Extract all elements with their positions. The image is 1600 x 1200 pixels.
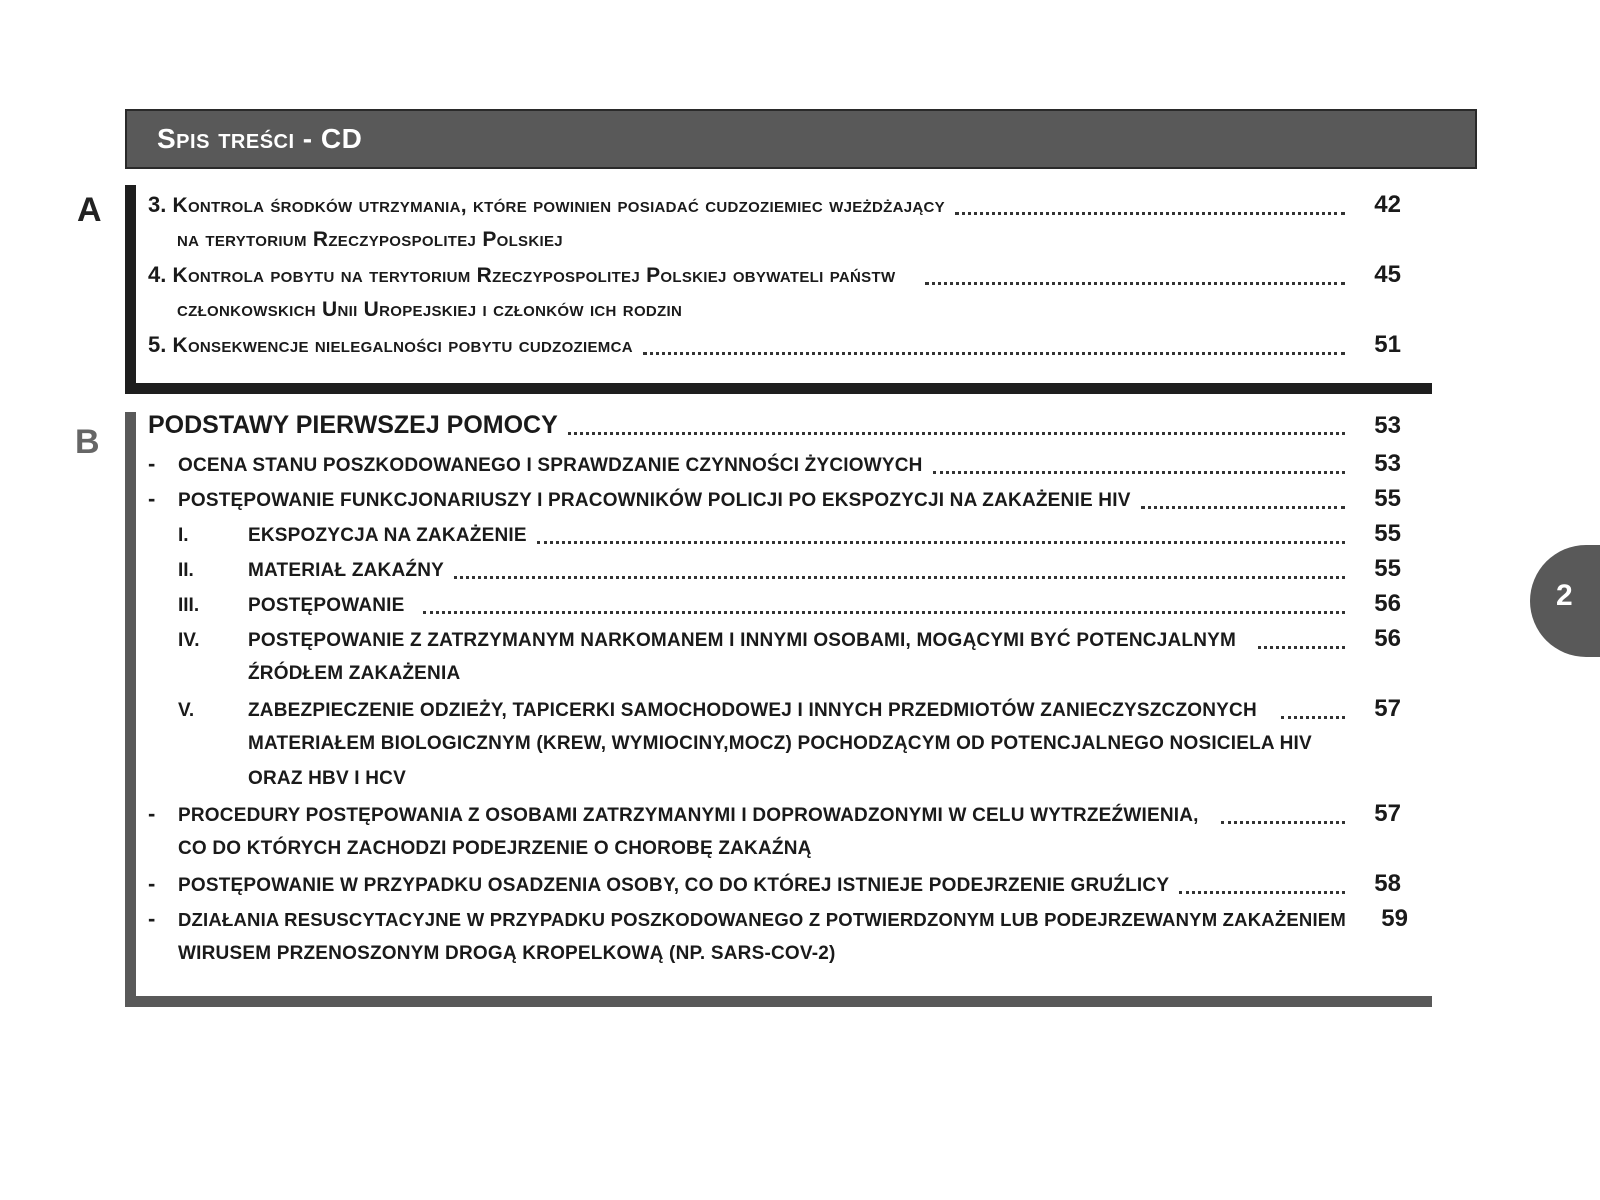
entry-page: 51 xyxy=(1374,331,1401,358)
entry-continuation: MATERIAŁEM BIOLOGICZNYM (KREW, WYMIOCINY,MOCZ) POCHODZĄCYM OD POTENCJALNEGO NOSICIELA HIV xyxy=(248,733,1312,754)
entry-continuation: CO DO KTÓRYCH ZACHODZI PODEJRZENIE O CHOROBĘ ZAKAŹNĄ xyxy=(178,838,812,859)
dot-leader xyxy=(933,471,1345,474)
entry-title: Kontrola pobytu na terytorium Rzeczypospolitej Polskiej obywateli państw xyxy=(172,264,896,287)
toc-entry[interactable] xyxy=(148,482,1432,516)
entry-bullet: - xyxy=(148,451,156,476)
entry-bullet: - xyxy=(148,906,156,931)
section-a xyxy=(125,185,1432,394)
dot-leader xyxy=(537,541,1345,544)
entry-page: 55 xyxy=(1374,555,1401,582)
dot-leader xyxy=(1258,646,1345,649)
dot-leader xyxy=(568,432,1345,435)
section-a-letter: A xyxy=(77,191,102,229)
dot-leader xyxy=(1179,891,1345,894)
entry-roman: II. xyxy=(178,560,194,581)
entry-title: Konsekwencje nielegalności pobytu cudzoziemca xyxy=(172,334,633,357)
toc-entry[interactable] xyxy=(148,692,1432,726)
entry-page: 45 xyxy=(1374,261,1401,288)
entry-bullet: - xyxy=(148,486,156,511)
toc-heading[interactable] xyxy=(148,406,1432,444)
entry-bullet: - xyxy=(148,871,156,896)
entry-number: 5. xyxy=(148,332,167,357)
entry-continuation: ŹRÓDŁEM ZAKAŻENIA xyxy=(248,663,461,684)
page-number: 2 xyxy=(1556,579,1573,612)
section-b xyxy=(125,412,1432,1007)
entry-title: MATERIAŁ ZAKAŹNY xyxy=(248,560,444,581)
toc-entry[interactable] xyxy=(148,797,1432,831)
toc-entry[interactable] xyxy=(148,188,1432,222)
entry-page: 57 xyxy=(1374,800,1401,827)
entry-continuation: WIRUSEM PRZENOSZONYM DROGĄ KROPELKOWĄ (NP. SARS-COV-2) xyxy=(178,943,836,964)
entry-roman: I. xyxy=(178,525,189,546)
toc-entry[interactable] xyxy=(148,587,1432,621)
dot-leader xyxy=(423,611,1345,614)
dot-leader xyxy=(1221,821,1345,824)
toc-entry[interactable] xyxy=(148,902,1432,936)
toc-entry[interactable] xyxy=(148,258,1432,292)
section-b-letter: B xyxy=(75,423,100,461)
entry-page: 55 xyxy=(1374,485,1401,512)
entry-title: POSTĘPOWANIE Z ZATRZYMANYM NARKOMANEM I INNYMI OSOBAMI, MOGĄCYMI BYĆ POTENCJALNYM xyxy=(248,630,1237,651)
entry-roman: III. xyxy=(178,595,200,616)
entry-page: 56 xyxy=(1374,590,1401,617)
entry-roman: V. xyxy=(178,700,195,721)
entry-continuation: członkowskich Unii Uropejskiej i członków ich rodzin xyxy=(177,298,683,321)
dot-leader xyxy=(1141,506,1345,509)
toc-entry[interactable] xyxy=(148,622,1432,656)
entry-number: 4. xyxy=(148,262,167,287)
entry-page: 55 xyxy=(1374,520,1401,547)
entry-title: ZABEZPIECZENIE ODZIEŻY, TAPICERKI SAMOCHODOWEJ I INNYCH PRZEDMIOTÓW ZANIECZYSZCZONYCH xyxy=(248,700,1257,721)
entry-page: 42 xyxy=(1374,191,1401,218)
entry-title: POSTĘPOWANIE W PRZYPADKU OSADZENIA OSOBY, CO DO KTÓREJ ISTNIEJE PODEJRZENIE GRUŹLICY xyxy=(178,875,1170,896)
dot-leader xyxy=(925,282,1345,285)
entry-title: POSTĘPOWANIE FUNKCJONARIUSZY I PRACOWNIKÓW POLICJI PO EKSPOZYCJI NA ZAKAŻENIE HIV xyxy=(178,490,1131,511)
heading-title: PODSTAWY PIERWSZEJ POMOCY xyxy=(148,411,558,439)
toc-entry[interactable] xyxy=(148,517,1432,551)
entry-page: 53 xyxy=(1374,450,1401,477)
toc-entry[interactable] xyxy=(148,552,1432,586)
header-bar xyxy=(125,109,1477,169)
entry-continuation: na terytorium Rzeczypospolitej Polskiej xyxy=(177,228,563,251)
dot-leader xyxy=(643,352,1345,355)
entry-bullet: - xyxy=(148,801,156,826)
entry-page: 56 xyxy=(1374,625,1401,652)
entry-number: 3. xyxy=(148,192,167,217)
page-number-tab xyxy=(1530,545,1600,657)
entry-page: 53 xyxy=(1374,412,1401,439)
entry-title: EKSPOZYCJA NA ZAKAŻENIE xyxy=(248,525,527,546)
entry-title: Kontrola środków utrzymania, które powinien posiadać cudzoziemiec wjeżdżający xyxy=(172,194,945,217)
entry-page: 58 xyxy=(1374,870,1401,897)
toc-entry[interactable] xyxy=(148,867,1432,901)
entry-title: OCENA STANU POSZKODOWANEGO I SPRAWDZANIE CZYNNOŚCI ŻYCIOWYCH xyxy=(178,455,923,476)
toc-entry[interactable] xyxy=(148,447,1432,481)
entry-page: 57 xyxy=(1374,695,1401,722)
entry-title: DZIAŁANIA RESUSCYTACYJNE W PRZYPADKU POSZKODOWANEGO Z POTWIERDZONYM LUB PODEJRZEWANYM ZAKAŻENIEM xyxy=(178,909,1346,930)
entry-continuation: ORAZ HBV I HCV xyxy=(248,768,406,789)
entry-title: PROCEDURY POSTĘPOWANIA Z OSOBAMI ZATRZYMANYMI I DOPROWADZONYMI W CELU WYTRZEŹWIENIA, xyxy=(178,805,1199,826)
entry-title: POSTĘPOWANIE xyxy=(248,595,405,616)
toc-entry[interactable] xyxy=(148,328,1432,362)
page-title: Spis treści - CD xyxy=(157,123,363,154)
dot-leader xyxy=(454,576,1345,579)
entry-page: 59 xyxy=(1381,905,1408,932)
entry-roman: IV. xyxy=(178,630,200,651)
dot-leader xyxy=(1281,716,1345,719)
dot-leader xyxy=(955,212,1345,215)
